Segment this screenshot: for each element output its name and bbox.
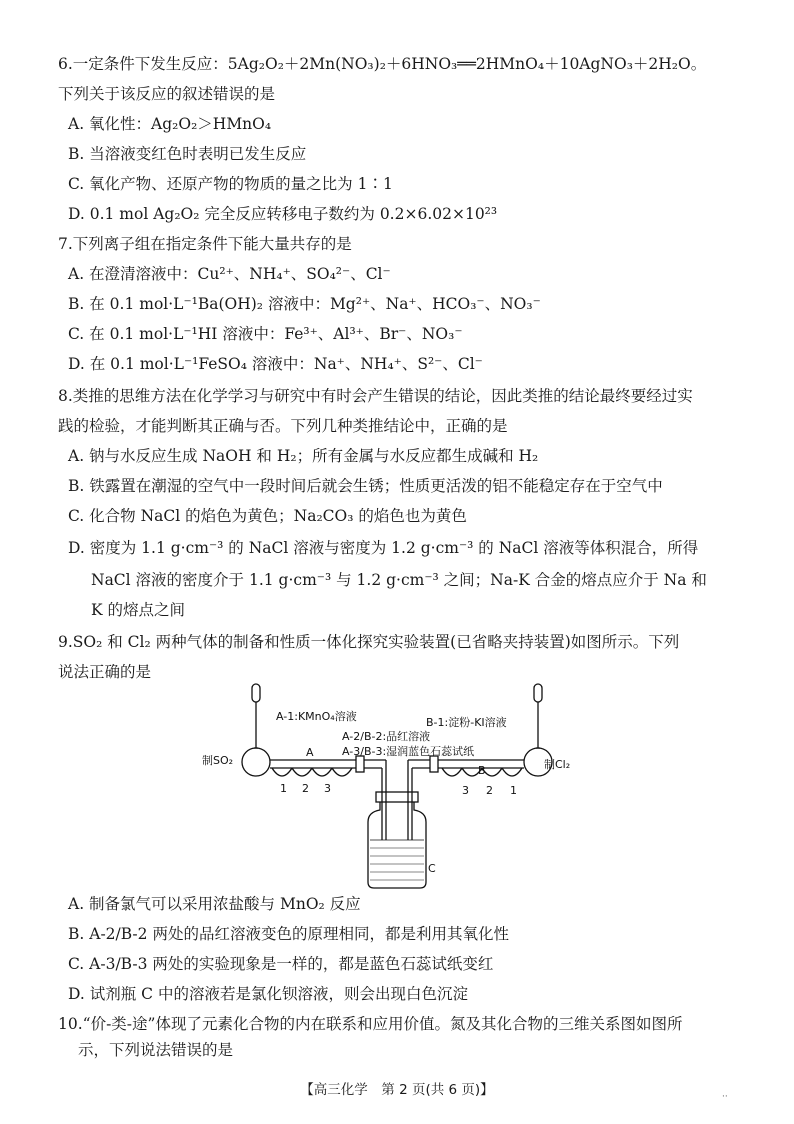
q8-option-d-line2: NaCl 溶液的密度介于 1.1 g·cm⁻³ 与 1.2 g·cm⁻³ 之间；Na-K 合金的熔点应介于 Na 和: [91, 571, 707, 589]
label-a-pos-1: 1: [280, 782, 287, 795]
q6-option-d: D. 0.1 mol Ag₂O₂ 完全反应转移电子数约为 0.2×6.02×10²³: [68, 205, 498, 223]
q9-stem-line1: 9.SO₂ 和 Cl₂ 两种气体的制备和性质一体化探究实验装置(已省略夹持装置)如图所示。下列: [58, 633, 680, 651]
q8-option-d-line3: K 的熔点之间: [91, 601, 186, 619]
label-make-so2: 制SO₂: [202, 754, 234, 767]
label-bottle-c: C: [428, 862, 436, 875]
label-ab2: A-2/B-2:品红溶液: [342, 730, 431, 743]
q6-stem-line1: 6.一定条件下发生反应：5Ag₂O₂＋2Mn(NO₃)₂＋6HNO₃══2HMnO₄＋10AgNO₃＋2H₂O。: [58, 55, 707, 73]
label-make-cl2: 制Cl₂: [544, 758, 571, 771]
page-footer: 【高三化学 第 2 页(共 6 页)】: [300, 1082, 494, 1098]
label-b-pos-1: 1: [510, 784, 517, 797]
q8-option-d-line1: D. 密度为 1.1 g·cm⁻³ 的 NaCl 溶液与密度为 1.2 g·cm⁻³ 的 NaCl 溶液等体积混合，所得: [68, 539, 699, 557]
q8-stem-line1: 8.类推的思维方法在化学学习与研究中有时会产生错误的结论，因此类推的结论最终要经过实: [58, 387, 693, 405]
q8-option-a: A. 钠与水反应生成 NaOH 和 H₂；所有金属与水反应都生成碱和 H₂: [68, 447, 539, 465]
q8-option-b: B. 铁露置在潮湿的空气中一段时间后就会生锈；性质更活泼的铝不能稳定存在于空气中: [68, 477, 663, 495]
label-b-pos-2: 2: [486, 784, 493, 797]
page-dots: ··: [722, 1092, 728, 1102]
label-a-pos-3: 3: [324, 782, 331, 795]
q6-option-b: B. 当溶液变红色时表明已发生反应: [68, 145, 307, 163]
q9-option-b: B. A-2/B-2 两处的品红溶液变色的原理相同，都是利用其氧化性: [68, 925, 509, 943]
q7-option-b: B. 在 0.1 mol·L⁻¹Ba(OH)₂ 溶液中：Mg²⁺、Na⁺、HCO₃⁻、NO₃⁻: [68, 295, 541, 313]
q7-option-c: C. 在 0.1 mol·L⁻¹HI 溶液中：Fe³⁺、Al³⁺、Br⁻、NO₃⁻: [68, 325, 463, 343]
q7-stem: 7.下列离子组在指定条件下能大量共存的是: [58, 235, 352, 253]
q10-stem-line2: 示，下列说法错误的是: [78, 1041, 234, 1059]
label-a-pos-2: 2: [302, 782, 309, 795]
q9-option-a: A. 制备氯气可以采用浓盐酸与 MnO₂ 反应: [68, 895, 361, 913]
q7-option-d: D. 在 0.1 mol·L⁻¹FeSO₄ 溶液中：Na⁺、NH₄⁺、S²⁻、Cl⁻: [68, 355, 483, 373]
label-a1: A-1:KMnO₄溶液: [276, 710, 357, 723]
q9-option-d: D. 试剂瓶 C 中的溶液若是氯化钡溶液，则会出现白色沉淀: [68, 985, 468, 1003]
label-tube-a: A: [306, 746, 314, 759]
label-tube-b: B: [478, 764, 486, 777]
q9-apparatus-diagram: [196, 680, 586, 892]
label-b1: B-1:淀粉-KI溶液: [426, 716, 507, 729]
label-b-pos-3: 3: [462, 784, 469, 797]
q9-stem-line2: 说法正确的是: [58, 663, 152, 681]
q10-stem-line1: 10.“价-类-途”体现了元素化合物的内在联系和应用价值。氮及其化合物的三维关系图如图所: [58, 1015, 683, 1033]
q6-stem-line2: 下列关于该反应的叙述错误的是: [58, 85, 276, 103]
q7-option-a: A. 在澄清溶液中：Cu²⁺、NH₄⁺、SO₄²⁻、Cl⁻: [68, 265, 391, 283]
q9-option-c: C. A-3/B-3 两处的实验现象是一样的，都是蓝色石蕊试纸变红: [68, 955, 494, 973]
q6-option-c: C. 氧化产物、还原产物的物质的量之比为 1∶1: [68, 175, 393, 193]
q8-option-c: C. 化合物 NaCl 的焰色为黄色；Na₂CO₃ 的焰色也为黄色: [68, 507, 467, 525]
q6-option-a: A. 氧化性：Ag₂O₂＞HMnO₄: [68, 115, 272, 133]
q8-stem-line2: 践的检验，才能判断其正确与否。下列几种类推结论中，正确的是: [58, 417, 508, 435]
label-ab3: A-3/B-3:湿润蓝色石蕊试纸: [342, 745, 475, 758]
